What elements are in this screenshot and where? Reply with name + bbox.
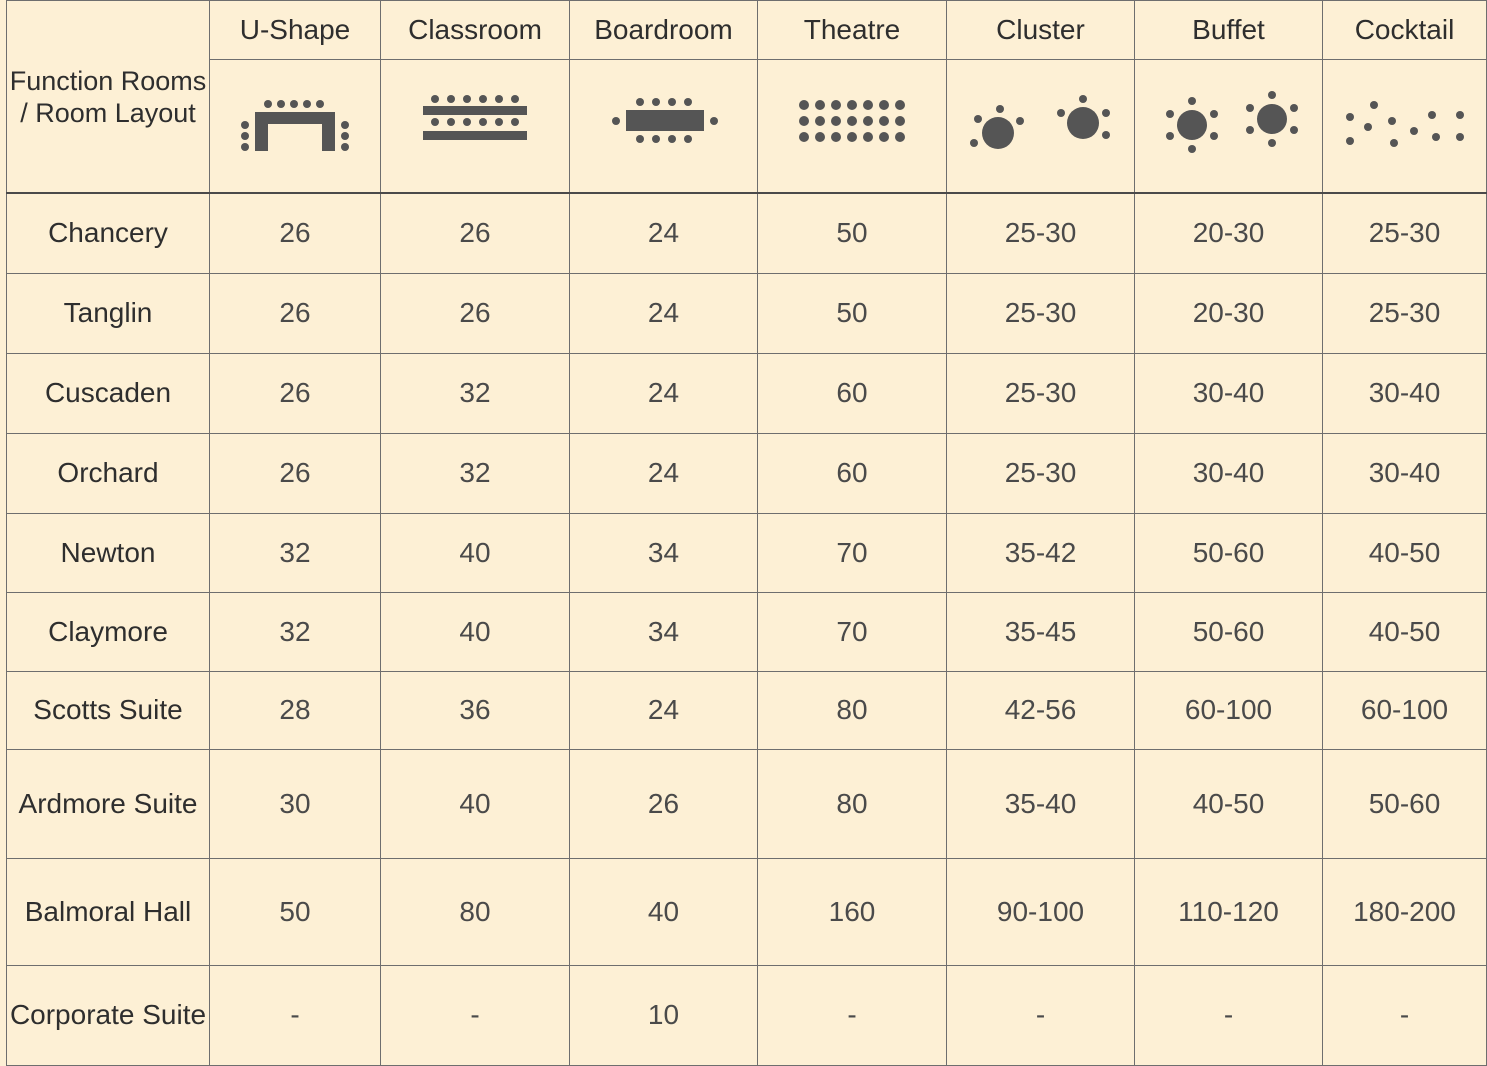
boardroom-layout-icon [604, 91, 724, 161]
capacity-cell: 25-30 [1323, 273, 1487, 353]
capacity-cell: 36 [381, 671, 570, 749]
capacity-cell: 60-100 [1135, 671, 1323, 749]
layout-name-u-shape: U-Shape [210, 1, 381, 60]
room-name: Tanglin [7, 273, 210, 353]
capacity-cell: 40 [381, 592, 570, 671]
room-name: Chancery [7, 193, 210, 273]
table-row [7, 592, 1487, 671]
capacity-cell: 24 [570, 353, 758, 433]
cocktail-layout-icon [1340, 91, 1470, 161]
room-name: Scotts Suite [7, 671, 210, 749]
layout-name-classroom: Classroom [381, 1, 570, 60]
capacity-cell: 70 [758, 592, 947, 671]
capacity-cell: 42-56 [947, 671, 1135, 749]
capacity-cell: 26 [210, 433, 381, 513]
capacity-cell: 30-40 [1323, 433, 1487, 513]
room-name: Newton [7, 513, 210, 592]
capacity-cell: 30-40 [1135, 433, 1323, 513]
capacity-cell: 32 [381, 353, 570, 433]
capacity-cell: - [1135, 965, 1323, 1065]
capacity-cell: 26 [381, 193, 570, 273]
capacity-cell: 25-30 [1323, 193, 1487, 273]
capacity-cell: 30-40 [1323, 353, 1487, 433]
capacity-cell: 110-120 [1135, 858, 1323, 965]
capacity-cell: 25-30 [947, 433, 1135, 513]
capacity-cell: 26 [381, 273, 570, 353]
capacity-cell: 26 [570, 749, 758, 858]
table-row [7, 513, 1487, 592]
layout-name-cocktail: Cocktail [1323, 1, 1487, 60]
capacity-cell: 32 [210, 513, 381, 592]
capacity-cell: 160 [758, 858, 947, 965]
layout-name-theatre: Theatre [758, 1, 947, 60]
table-row [7, 433, 1487, 513]
capacity-cell: 26 [210, 193, 381, 273]
classroom-layout-icon [415, 91, 535, 161]
corner-label: Function Rooms / Room Layout [7, 1, 210, 194]
capacity-cell: 50 [210, 858, 381, 965]
table-row [7, 671, 1487, 749]
capacity-cell: 26 [210, 273, 381, 353]
capacity-cell: 70 [758, 513, 947, 592]
capacity-cell: 34 [570, 513, 758, 592]
table-row [7, 858, 1487, 965]
capacity-cell: 10 [570, 965, 758, 1065]
room-capacity-table [6, 0, 1487, 1066]
capacity-cell: 35-42 [947, 513, 1135, 592]
capacity-cell: 180-200 [1323, 858, 1487, 965]
capacity-cell: 24 [570, 671, 758, 749]
capacity-cell: 28 [210, 671, 381, 749]
capacity-cell: 50 [758, 193, 947, 273]
buffet-layout-icon [1154, 91, 1304, 161]
table-row [7, 965, 1487, 1065]
capacity-cell: 80 [758, 671, 947, 749]
theatre-layout-icon [792, 91, 912, 161]
capacity-cell: 40-50 [1323, 513, 1487, 592]
capacity-cell: 24 [570, 273, 758, 353]
table-row [7, 749, 1487, 858]
room-name: Balmoral Hall [7, 858, 210, 965]
capacity-cell: 34 [570, 592, 758, 671]
layout-name-buffet: Buffet [1135, 1, 1323, 60]
capacity-cell: - [947, 965, 1135, 1065]
capacity-cell: 30 [210, 749, 381, 858]
capacity-cell: 25-30 [947, 193, 1135, 273]
capacity-cell: 32 [210, 592, 381, 671]
capacity-cell: 32 [381, 433, 570, 513]
capacity-cell: 20-30 [1135, 273, 1323, 353]
capacity-cell: 50-60 [1135, 513, 1323, 592]
capacity-cell: - [758, 965, 947, 1065]
capacity-cell: 80 [758, 749, 947, 858]
capacity-cell: - [381, 965, 570, 1065]
capacity-cell: 25-30 [947, 273, 1135, 353]
capacity-cell: 40-50 [1135, 749, 1323, 858]
room-name: Claymore [7, 592, 210, 671]
capacity-cell: 26 [210, 353, 381, 433]
capacity-cell: - [1323, 965, 1487, 1065]
layout-name-boardroom: Boardroom [570, 1, 758, 60]
capacity-cell: 40 [381, 749, 570, 858]
capacity-cell: 25-30 [947, 353, 1135, 433]
capacity-cell: 35-45 [947, 592, 1135, 671]
u-shape-layout-icon [235, 91, 355, 161]
capacity-cell: 80 [381, 858, 570, 965]
capacity-cell: - [210, 965, 381, 1065]
layout-icon-row [7, 60, 1487, 194]
capacity-cell: 40 [381, 513, 570, 592]
capacity-cell: 24 [570, 433, 758, 513]
room-name: Corporate Suite [7, 965, 210, 1065]
capacity-cell: 30-40 [1135, 353, 1323, 433]
table-row [7, 193, 1487, 273]
room-name: Orchard [7, 433, 210, 513]
capacity-cell: 24 [570, 193, 758, 273]
capacity-cell: 50-60 [1323, 749, 1487, 858]
capacity-cell: 60 [758, 353, 947, 433]
capacity-cell: 20-30 [1135, 193, 1323, 273]
cluster-layout-icon [966, 91, 1116, 161]
capacity-cell: 40-50 [1323, 592, 1487, 671]
capacity-cell: 50 [758, 273, 947, 353]
capacity-cell: 50-60 [1135, 592, 1323, 671]
capacity-cell: 40 [570, 858, 758, 965]
capacity-cell: 60-100 [1323, 671, 1487, 749]
capacity-cell: 35-40 [947, 749, 1135, 858]
table-row [7, 353, 1487, 433]
room-name: Ardmore Suite [7, 749, 210, 858]
capacity-cell: 90-100 [947, 858, 1135, 965]
layout-header-row [7, 1, 1487, 60]
table-row [7, 273, 1487, 353]
layout-name-cluster: Cluster [947, 1, 1135, 60]
capacity-cell: 60 [758, 433, 947, 513]
room-name: Cuscaden [7, 353, 210, 433]
